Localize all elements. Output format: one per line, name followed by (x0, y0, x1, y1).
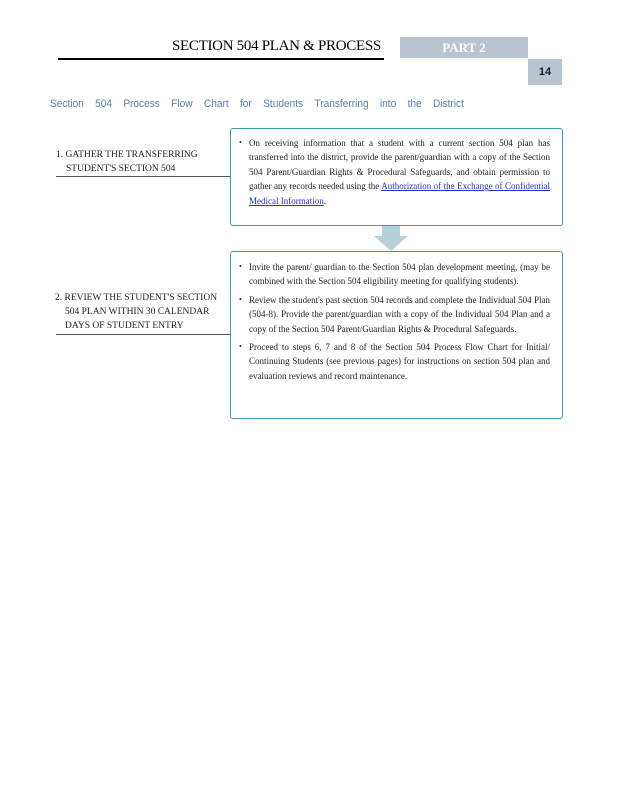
bullet-text: Invite the parent/ guardian to the Section 504 plan development meeting, (may be combined with the Section 504 eligibility meeting for qualifying students). (249, 262, 550, 287)
page-number: 14 (528, 59, 562, 85)
bullet-text: Review the student's past section 504 records and complete the Individual 504 Plan (504-8). Provide the parent/guardian with a copy of the Individual 504 Plan and a copy of the Section 504 Parent/Guardian Rights & Procedural Safeguards. (249, 294, 550, 334)
bullet-icon: • (239, 138, 242, 147)
subtitle-word: Flow (171, 98, 193, 110)
step-2-label-line: 504 PLAN WITHIN 30 CALENDAR (65, 307, 210, 317)
step-2-box (230, 251, 563, 419)
step-1-underline (56, 176, 232, 177)
subtitle-word: into (379, 98, 397, 110)
subtitle-word: Chart (203, 98, 229, 110)
part-label: PART 2 (400, 37, 528, 58)
step-1-label (56, 148, 231, 176)
bullet-text: Proceed to steps 6, 7 and 8 of the Section 504 Process Flow Chart for Initial/ Continuing Students (see previous pages) for instructions on section 504 plan and evaluation reviews and record maintenance. (249, 342, 550, 381)
bullet-icon: • (239, 262, 242, 271)
bullet-text: On receiving information that a student with a current section 504 plan has transferred into the district, provide the parent/guardian with a copy of the Section 504 Parent/Guardian Rights & Procedural Safeguards, and obtain permission to gather any records needed using the (249, 138, 550, 192)
step-1-label-line: STUDENT'S SECTION 504 (66, 164, 176, 174)
subtitle-word: Transferring (314, 98, 369, 110)
bullet-icon: • (239, 294, 242, 304)
down-arrow-icon (374, 226, 408, 251)
step-2-label-line: 2. REVIEW THE STUDENT'S SECTION (55, 293, 218, 303)
flow-chart-subtitle (50, 98, 464, 110)
step-2-label-line: DAYS OF STUDENT ENTRY (65, 321, 184, 331)
bullet-icon: • (239, 342, 242, 352)
step-2-underline (56, 334, 232, 335)
subtitle-word: for (239, 98, 252, 110)
step-1-box (230, 128, 563, 226)
title-underline (58, 58, 384, 60)
subtitle-word: Process (123, 98, 160, 110)
subtitle-word: Students (263, 98, 304, 110)
page-title: SECTION 504 PLAN & PROCESS (172, 38, 381, 54)
step-1-bullet (239, 136, 550, 208)
step-2-label (55, 291, 230, 333)
subtitle-word: District (432, 98, 464, 110)
subtitle-word: the (407, 98, 422, 110)
step-2-bullet (239, 260, 550, 289)
step-2-bullet (239, 293, 550, 336)
subtitle-word: Section (50, 98, 84, 110)
step-1-label-line: 1. GATHER THE TRANSFERRING (56, 150, 198, 160)
authorization-form-link[interactable]: Authorization of the Exchange of Confidential Medical Information (249, 181, 550, 206)
bullet-tail: . (323, 195, 326, 206)
subtitle-word: 504 (95, 98, 112, 110)
step-2-bullet (239, 340, 550, 383)
